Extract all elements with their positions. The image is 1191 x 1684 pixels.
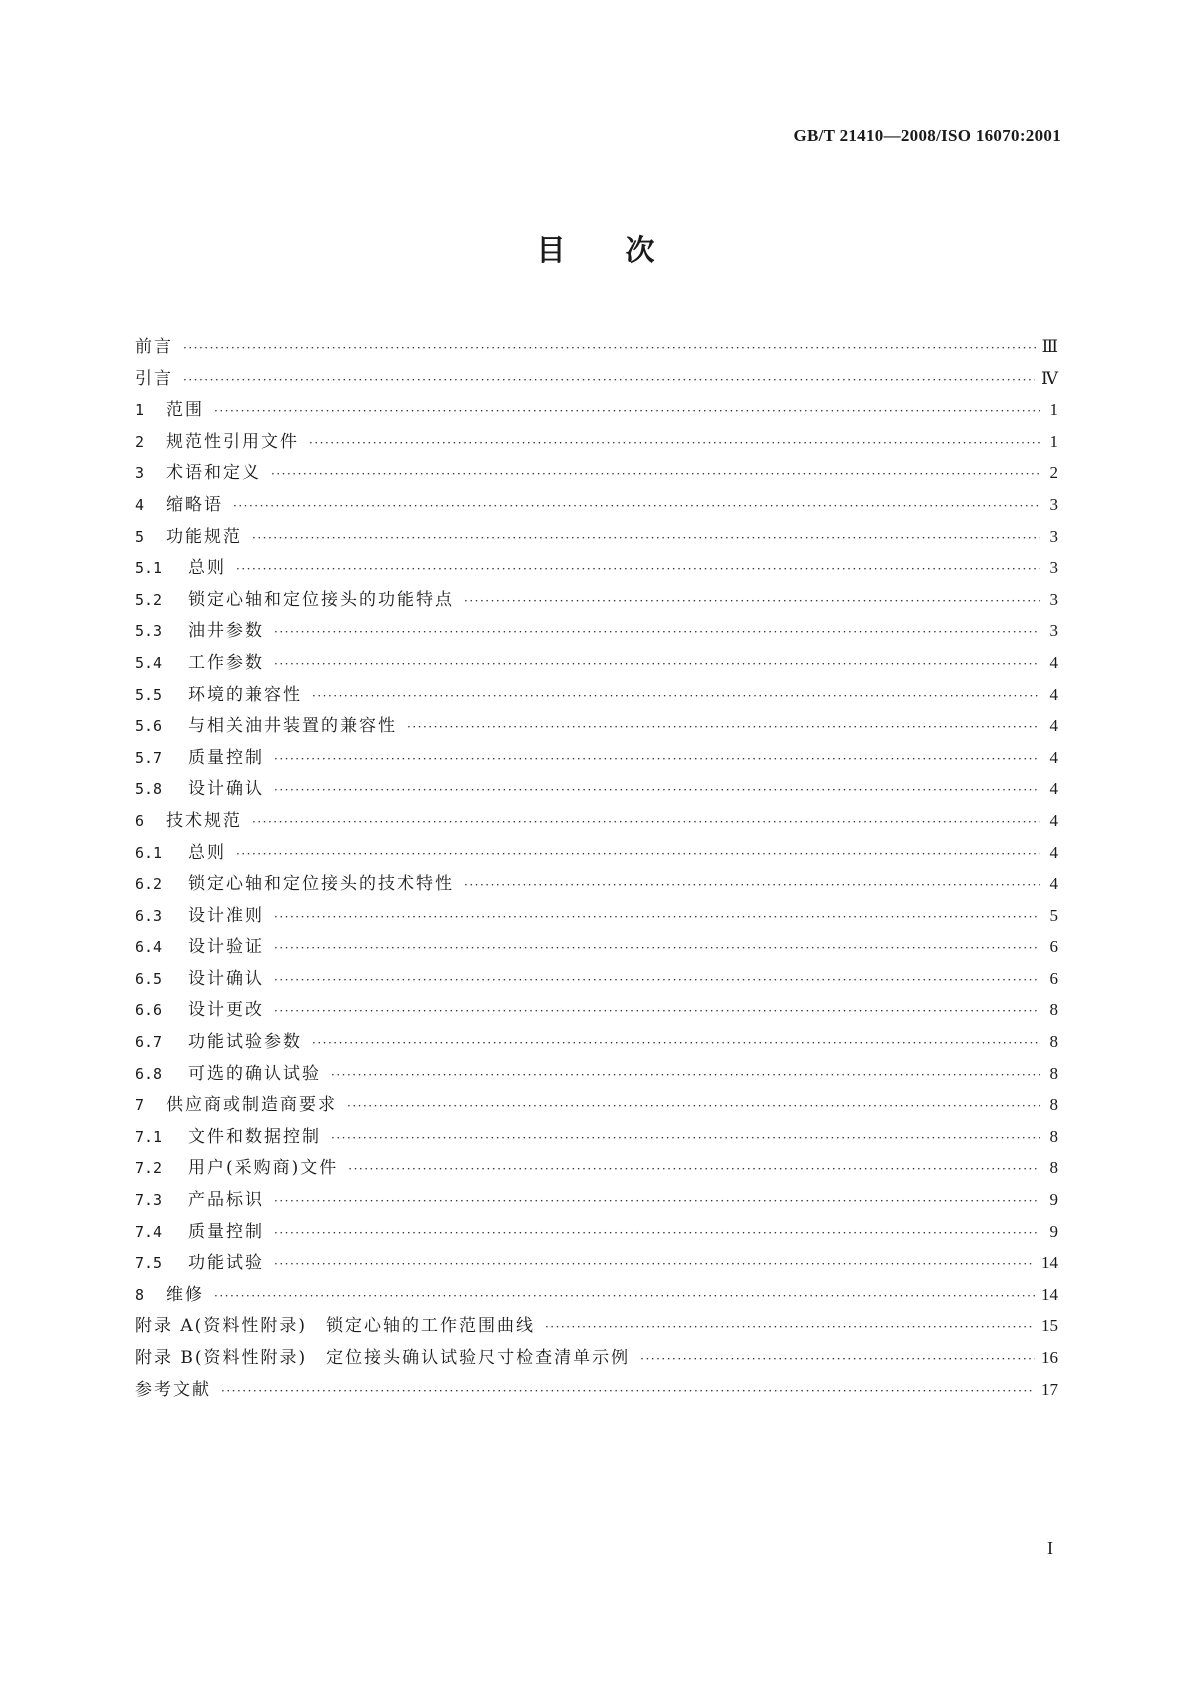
toc-entry[interactable]: [135, 963, 1058, 995]
toc-entry-page: 8: [1049, 1126, 1058, 1146]
toc-entry-page: 14: [1041, 1253, 1058, 1273]
toc-entry[interactable]: [135, 1152, 1058, 1184]
toc-entry-page: 1: [1049, 400, 1058, 420]
toc-entry-title: 功能规范: [166, 526, 242, 547]
toc-entry-page: 3: [1049, 589, 1058, 609]
toc-entry-page: 1: [1049, 431, 1058, 451]
toc-entry-page: 9: [1049, 1221, 1058, 1241]
toc-entry-number: 6.4: [135, 938, 163, 957]
toc-entry-number: 7.3: [135, 1191, 163, 1210]
toc-entry-page: 8: [1049, 1000, 1058, 1020]
toc-entry-number: 7: [135, 1096, 145, 1115]
toc-entry[interactable]: [135, 394, 1058, 426]
toc-entry-number: 1: [135, 401, 145, 420]
toc-entry-page: 4: [1049, 747, 1058, 767]
toc-entry-page: 6: [1049, 968, 1058, 988]
toc-entry-page: 6: [1049, 937, 1058, 957]
toc-entry-number: 5.5: [135, 685, 163, 704]
toc-dot-leader: [274, 744, 1040, 776]
toc-dot-leader: [233, 491, 1040, 523]
toc-entry-title: 设计确认: [188, 968, 264, 989]
toc-entry-number: 5.3: [135, 622, 163, 641]
toc-entry-number: 2: [135, 432, 145, 451]
toc-entry-page: Ⅲ: [1041, 337, 1058, 356]
toc-dot-leader: [464, 586, 1040, 618]
toc-entry[interactable]: [135, 742, 1058, 774]
toc-entry[interactable]: [135, 1310, 1058, 1342]
toc-entry-number: 6.6: [135, 1001, 163, 1020]
toc-entry[interactable]: [135, 1058, 1058, 1090]
toc-dot-leader: [312, 1028, 1040, 1060]
toc-entry-title: 规范性引用文件: [166, 431, 299, 452]
toc-dot-leader: [274, 933, 1040, 965]
toc-entry[interactable]: [135, 584, 1058, 616]
toc-entry[interactable]: [135, 900, 1058, 932]
toc-entry-number: 6: [135, 811, 145, 830]
toc-entry-title: 设计确认: [188, 779, 264, 800]
table-of-contents: [135, 331, 1058, 1405]
toc-dot-leader: [214, 396, 1040, 428]
toc-entry[interactable]: [135, 489, 1058, 521]
toc-entry-number: 6.5: [135, 969, 163, 988]
toc-entry-page: 14: [1041, 1284, 1058, 1304]
toc-dot-leader: [214, 1281, 1035, 1313]
toc-entry-title: 环境的兼容性: [188, 684, 302, 705]
toc-entry-title: 锁定心轴和定位接头的功能特点: [188, 589, 454, 610]
toc-entry-number: 6.3: [135, 906, 163, 925]
toc-dot-leader: [274, 775, 1040, 807]
page-title: 目次: [536, 233, 715, 267]
toc-entry-page: 3: [1049, 494, 1058, 514]
toc-entry-title: 附录 A(资料性附录) 锁定心轴的工作范围曲线: [135, 1316, 535, 1337]
toc-entry-page: 4: [1049, 716, 1058, 736]
toc-entry[interactable]: [135, 426, 1058, 458]
toc-entry[interactable]: [135, 773, 1058, 805]
toc-entry-title: 维修: [166, 1284, 204, 1305]
toc-entry-title: 引言: [135, 368, 173, 389]
toc-entry-number: 6.2: [135, 875, 163, 894]
toc-dot-leader: [331, 1060, 1040, 1092]
toc-entry[interactable]: [135, 457, 1058, 489]
toc-entry[interactable]: [135, 1216, 1058, 1248]
toc-entry-number: 7.4: [135, 1222, 163, 1241]
toc-dot-leader: [274, 1218, 1040, 1250]
toc-entry[interactable]: [135, 710, 1058, 742]
toc-entry-number: 5.6: [135, 717, 163, 736]
toc-dot-leader: [640, 1344, 1035, 1376]
toc-entry-page: 8: [1049, 1032, 1058, 1052]
toc-entry-page: 17: [1041, 1379, 1058, 1399]
toc-entry-title: 工作参数: [188, 652, 264, 673]
toc-entry-page: 8: [1049, 1158, 1058, 1178]
toc-entry[interactable]: [135, 647, 1058, 679]
toc-entry-title: 可选的确认试验: [188, 1063, 321, 1084]
toc-entry[interactable]: [135, 837, 1058, 869]
toc-entry-number: 7.5: [135, 1254, 163, 1273]
toc-entry-title: 设计验证: [188, 937, 264, 958]
toc-dot-leader: [347, 1091, 1040, 1123]
toc-entry-title: 设计更改: [188, 1000, 264, 1021]
toc-entry-title: 总则: [188, 558, 226, 579]
toc-entry-title: 术语和定义: [166, 463, 261, 484]
toc-entry[interactable]: [135, 552, 1058, 584]
toc-entry-title: 供应商或制造商要求: [166, 1095, 337, 1116]
toc-entry-page: 9: [1049, 1190, 1058, 1210]
toc-entry-title: 前言: [135, 337, 173, 357]
toc-dot-leader: [252, 807, 1040, 839]
toc-entry-page: 4: [1049, 842, 1058, 862]
toc-entry-number: 5.2: [135, 590, 163, 609]
toc-entry-number: 7.1: [135, 1127, 163, 1146]
toc-dot-leader: [274, 996, 1040, 1028]
toc-entry-title: 参考文献: [135, 1379, 211, 1400]
toc-dot-leader: [274, 1249, 1035, 1281]
toc-entry-number: 6.8: [135, 1064, 163, 1083]
toc-entry-page: 3: [1049, 621, 1058, 641]
toc-entry-title: 文件和数据控制: [188, 1126, 321, 1147]
toc-entry[interactable]: [135, 1247, 1058, 1279]
toc-entry-page: 15: [1041, 1316, 1058, 1336]
toc-entry-number: 3: [135, 464, 145, 483]
toc-dot-leader: [274, 902, 1040, 934]
toc-dot-leader: [464, 870, 1040, 902]
toc-entry-page: 4: [1049, 684, 1058, 704]
toc-dot-leader: [274, 965, 1040, 997]
toc-dot-leader: [309, 428, 1040, 460]
toc-entry[interactable]: [135, 805, 1058, 837]
toc-entry[interactable]: [135, 994, 1058, 1026]
toc-entry-page: Ⅳ: [1041, 368, 1058, 388]
toc-entry-page: 2: [1049, 463, 1058, 483]
toc-dot-leader: [407, 712, 1040, 744]
toc-dot-leader: [252, 523, 1040, 555]
toc-dot-leader: [236, 554, 1040, 586]
toc-entry-title: 锁定心轴和定位接头的技术特性: [188, 874, 454, 895]
toc-entry-page: 3: [1049, 526, 1058, 546]
toc-entry-number: 5.1: [135, 559, 163, 578]
toc-entry[interactable]: [135, 931, 1058, 963]
toc-entry[interactable]: [135, 1342, 1058, 1374]
page-number: I: [1047, 1538, 1053, 1558]
toc-entry-number: 4: [135, 495, 145, 514]
toc-entry-number: 7.2: [135, 1159, 163, 1178]
toc-entry-title: 功能试验: [188, 1253, 264, 1274]
toc-entry-title: 总则: [188, 842, 226, 863]
toc-entry[interactable]: [135, 615, 1058, 647]
toc-entry-page: 4: [1049, 652, 1058, 672]
toc-entry[interactable]: [135, 868, 1058, 900]
toc-entry-title: 用户(采购商)文件: [188, 1158, 339, 1179]
toc-entry-title: 范围: [166, 400, 204, 421]
toc-entry-title: 功能试验参数: [188, 1032, 302, 1053]
toc-entry[interactable]: [135, 1184, 1058, 1216]
toc-dot-leader: [312, 681, 1040, 713]
toc-dot-leader: [274, 649, 1040, 681]
toc-entry-title: 油井参数: [188, 621, 264, 642]
toc-entry-title: 与相关油井装置的兼容性: [188, 716, 397, 737]
toc-entry-page: 16: [1041, 1348, 1058, 1367]
toc-entry-page: 4: [1049, 810, 1058, 830]
toc-entry-title: 附录 B(资料性附录) 定位接头确认试验尺寸检查清单示例: [135, 1348, 631, 1368]
toc-entry-title: 设计准则: [188, 905, 264, 926]
toc-entry[interactable]: [135, 679, 1058, 711]
toc-entry-number: 5.8: [135, 780, 163, 799]
toc-entry[interactable]: [135, 1121, 1058, 1153]
toc-dot-leader: [271, 459, 1040, 491]
toc-entry[interactable]: [135, 1026, 1058, 1058]
toc-entry-title: 质量控制: [188, 1221, 264, 1242]
toc-entry-page: 3: [1049, 558, 1058, 578]
toc-dot-leader: [236, 839, 1040, 871]
toc-entry[interactable]: [135, 331, 1058, 363]
toc-entry-number: 5: [135, 527, 145, 546]
toc-entry[interactable]: [135, 1279, 1058, 1311]
toc-entry-page: 4: [1049, 874, 1058, 894]
toc-entry-number: 6.1: [135, 843, 163, 862]
toc-entry-title: 质量控制: [188, 747, 264, 768]
toc-entry-page: 4: [1049, 779, 1058, 799]
toc-entry-number: 5.7: [135, 748, 163, 767]
toc-entry[interactable]: [135, 1374, 1058, 1406]
toc-dot-leader: [331, 1123, 1040, 1155]
toc-entry[interactable]: [135, 1089, 1058, 1121]
toc-entry[interactable]: [135, 521, 1058, 553]
toc-entry-number: 6.7: [135, 1033, 163, 1052]
toc-entry-title: 技术规范: [166, 810, 242, 831]
toc-dot-leader: [221, 1376, 1035, 1408]
toc-entry[interactable]: [135, 363, 1058, 395]
toc-entry-number: 8: [135, 1285, 145, 1304]
toc-dot-leader: [545, 1312, 1035, 1344]
toc-entry-title: 缩略语: [166, 494, 223, 515]
toc-dot-leader: [183, 365, 1035, 397]
toc-dot-leader: [274, 617, 1040, 649]
toc-dot-leader: [348, 1154, 1040, 1186]
toc-dot-leader: [183, 333, 1036, 365]
toc-entry-title: 产品标识: [188, 1190, 264, 1211]
toc-entry-page: 8: [1049, 1095, 1058, 1115]
toc-entry-page: 8: [1049, 1063, 1058, 1083]
toc-dot-leader: [274, 1186, 1040, 1218]
toc-entry-page: 5: [1049, 905, 1058, 925]
toc-entry-number: 5.4: [135, 653, 163, 672]
standard-number: GB/T 21410—2008/ISO 16070:2001: [793, 126, 1061, 145]
